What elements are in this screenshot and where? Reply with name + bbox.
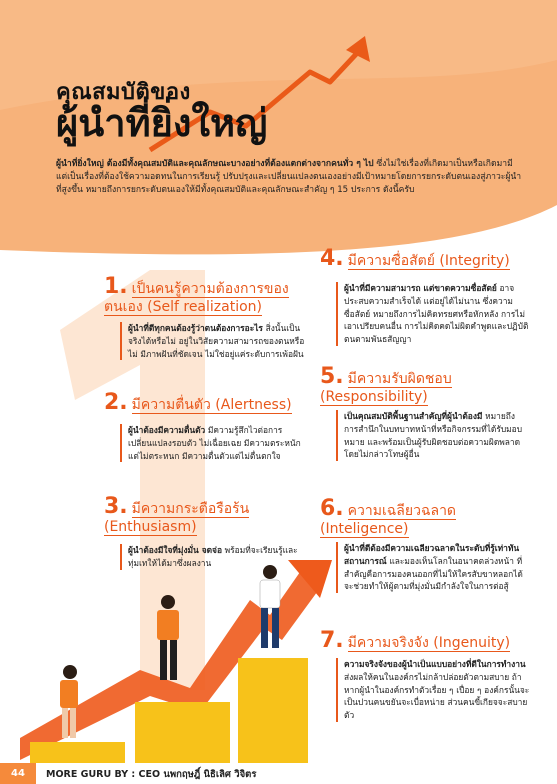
section-6-heading: 6. ความเฉลียวฉลาด (Inteligence) (320, 496, 457, 537)
person-right-icon (260, 565, 280, 648)
step-1 (30, 742, 125, 763)
page-title-line2: ผู้นำที่ยิ่งใหญ่ (56, 101, 268, 145)
intro-bold: ผู้นำที่ยิ่งใหญ่ ต้องมีทั้งคุณสมบัติและคุณลักษณะบางอย่างที่ต้องแตกต่างจากคนทั่ว ๆ ไป (56, 159, 374, 169)
step-2 (135, 702, 230, 763)
team-steps-illustration (20, 560, 340, 763)
page-title-line1: คุณสมบัติของ (56, 80, 191, 105)
section-4-heading: 4. มีความซื่อสัตย์ (Integrity) (320, 246, 510, 271)
page-number: 44 (0, 763, 36, 784)
section-2-heading: 2. มีความตื่นตัว (Alertness) (104, 390, 292, 415)
section-2-body: ผู้นำต้องมีความตื่นตัว มีความรู้สึกไวต่อการเปลี่ยนแปลงรอบตัว ไม่เฉื่อยเฉย มีความตระหนัก แต่ไม่ตระหนก มีความตื่นตัวแต่ไม่ตื่นตกใจ (120, 424, 310, 462)
person-middle-icon (157, 595, 179, 680)
section-4-body: ผู้นำที่มีความสามารถ แต่ขาดความซื่อสัตย์ อาจประสบความสำเร็จได้ แต่อยู่ได้ไม่นาน ซึ่งความซื่อสัตย์ หมายถึงการไม่คิดทรยศหรือหักหลัง การไม่เอาเปรียบคนอื่น การไม่คิดคดไม่ผิดคำพูดและปฏิบัติตนตามพันธสัญญา (336, 282, 530, 346)
section-1-body: ผู้นำที่ดีทุกคนต้องรู้ว่าตนต้องการอะไร สิ่งนั้นเป็นจริงได้หรือไม่ อยู่ในวิสัยความสามารถของตนหรือไม่ มีภาพฝันที่ชัดเจน ไม่ใช่อยู่แค่ระดับการเพ้อฝัน (120, 322, 310, 360)
section-5-heading: 5. มีความรับผิดชอบ (Responsibility) (320, 364, 452, 405)
section-6-body: ผู้นำที่ดีต้องมีความเฉลียวฉลาดในระดับที่รู้เท่าทันสถานการณ์ และมองเห็นโลกในอนาคตล่วงหน้า ที่สำคัญคือการมองคนออกที่ไม่ให้ใครสับขาหลอกได้ จะช่วยทำให้ผู้ตามที่มุ่งมั่นมีกำลังใจในการต่อสู้ (336, 542, 530, 593)
section-7-body: ความจริงจังของผู้นำเป็นแบบอย่างที่ดีในการทำงาน ส่งผลให้คนในองค์กรไม่กล้าปล่อยตัวตามสบาย ถ้าหากผู้นำในองค์กรทำตัวเรื่อย ๆ เปื่อย ๆ องค์กรนั้นจะเป็นปวนคนขยันจะเบื่อหน่าย ส่วนคนขี้เกียจจะสบายตัว (336, 658, 530, 722)
section-1-heading: 1. เป็นคนรู้ความต้องการของตนเอง (Self realization) (104, 274, 289, 315)
section-3-body: ผู้นำต้องมีใจที่มุ่งมั่น จดจ่อ พร้อมที่จะเรียนรู้และทุ่มเทให้ได้มาซึ่งผลงาน (120, 544, 310, 570)
intro-paragraph (56, 158, 524, 198)
intro-text: ซึ่งไม่ใช่เรื่องที่เกิดมาเป็นหรือเกิดมามี แต่เป็นเรื่องที่ต้องใช้ความอดทนในการเรียนรู้ ปรับปรุงและเปลี่ยนแปลงตนเองอย่างมีเป้าหมายโดยการยกระดับตนเองสู่ภาวะผู้นำที่สูงขึ้น หมายถึงการยกระดับตนเองให้มีทั้งคุณสมบัติและคุณลักษณะสำคัญ ๆ 15 ประการ ดังนี้ครับ (56, 159, 522, 196)
section-7-heading: 7. มีความจริงจัง (Ingenuity) (320, 628, 511, 653)
footer-credit: MORE GURU BY : CEO นพกฤษฎิ์ นิธิเลิศ วิจิตร (46, 769, 257, 780)
section-5-body: เป็นคุณสมบัติพื้นฐานสำคัญที่ผู้นำต้องมี หมายถึง การสำนึกในบทบาทหน้าที่หรือกิจกรรมที่ได้รับมอบหมาย และพร้อมเป็นผู้รับผิดชอบต่อความผิดพลาดโดยไม่กล่าวโทษผู้อื่น (336, 410, 530, 461)
step-3 (238, 658, 308, 763)
section-3-heading: 3. มีความกระตือรือร้น (Enthusiasm) (104, 494, 250, 535)
